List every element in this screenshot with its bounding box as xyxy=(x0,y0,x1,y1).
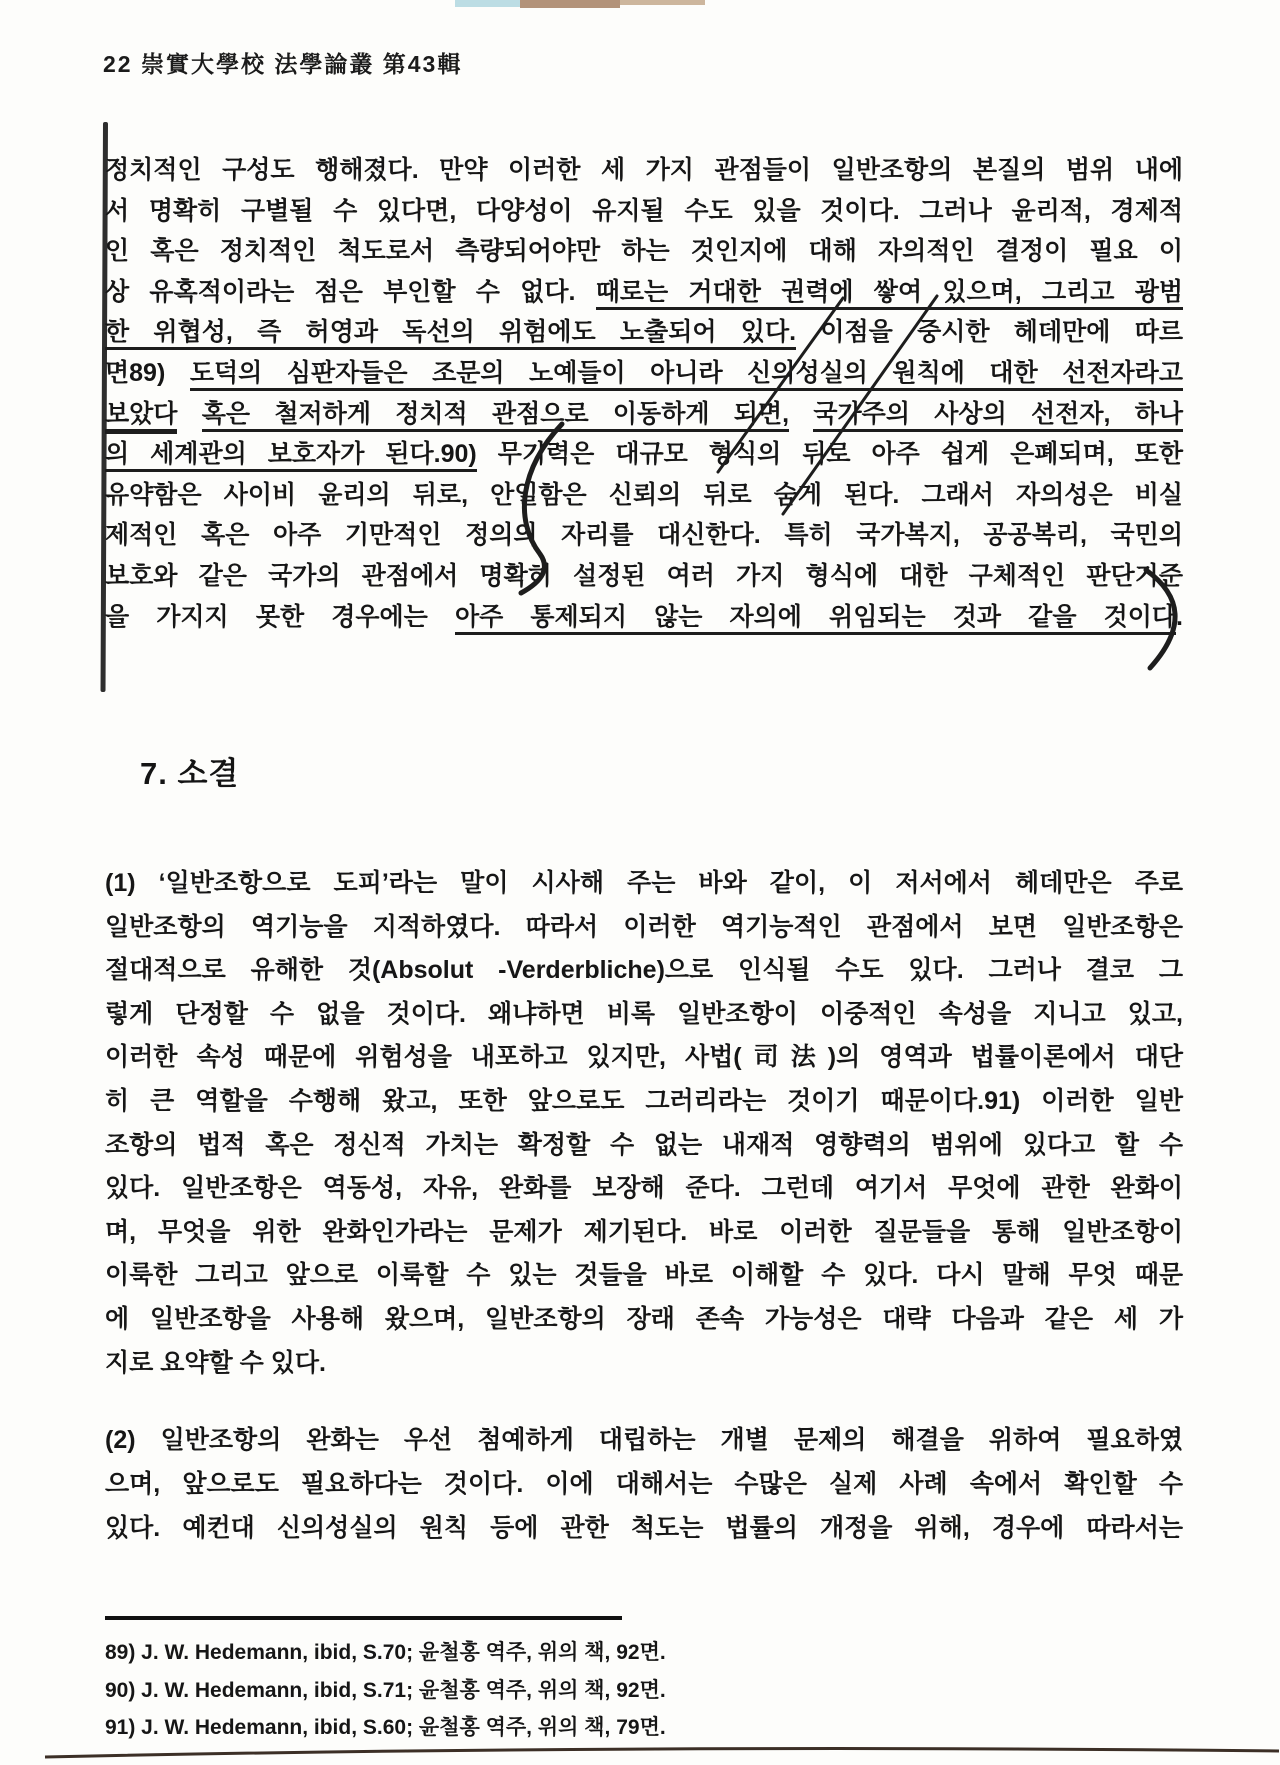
text-line xyxy=(105,394,1183,435)
text-segment: 이점을 중시한 헤데만에 따르 xyxy=(796,318,1183,347)
text-line xyxy=(105,597,1183,638)
text-segment: 절대적으로 유해한 것(Absolut -Verderbliche)으로 인식될 수도 있다. 그러나 결코 그 xyxy=(105,956,1183,985)
text-segment: (1) ‘일반조항으로 도피’라는 말이 시사해 주는 바와 같이, 이 저서에서 헤데만은 주로 xyxy=(105,869,1183,897)
scan-edge-artifact-tan xyxy=(520,0,620,8)
text-line xyxy=(105,556,1183,597)
paragraph-2 xyxy=(105,1418,1183,1550)
footnote-line xyxy=(105,1634,1005,1672)
text-line xyxy=(105,231,1183,272)
text-line xyxy=(105,862,1183,906)
text-segment xyxy=(177,400,201,428)
text-segment: 보호와 같은 국가의 관점에서 명확히 설정된 여러 가지 형식에 대한 구체적인 판단기준 xyxy=(105,561,1183,590)
footnote-line xyxy=(105,1672,1005,1710)
text-segment: 지로 요약할 수 있다. xyxy=(105,1348,326,1377)
text-line xyxy=(105,434,1183,475)
text-segment: 이룩한 그리고 앞으로 이룩할 수 있는 것들을 바로 이해할 수 있다. 다시 말해 무엇 때문 xyxy=(105,1261,1183,1290)
text-line xyxy=(105,949,1183,993)
page-bottom-edge xyxy=(45,1749,1279,1757)
text-line xyxy=(105,1124,1183,1168)
text-segment: . xyxy=(1176,602,1183,631)
footnote-line xyxy=(105,1709,1005,1747)
text-line xyxy=(105,272,1183,313)
text-segment: 상 유혹적이라는 점은 부인할 수 없다. xyxy=(105,277,596,306)
text-segment: 무기력은 대규모 형식의 뒤로 아주 쉽게 은폐되며, 또한 xyxy=(476,440,1183,469)
text-line xyxy=(105,1036,1183,1080)
text-segment: 면89) xyxy=(105,358,190,387)
text-segment: 을 가지지 못한 경우에는 xyxy=(105,602,455,631)
text-segment: 일반조항의 역기능을 지적하였다. 따라서 이러한 역기능적인 관점에서 보면 일반조항은 xyxy=(105,912,1183,941)
text-segment: 제적인 혹은 아주 기만적인 정의의 자리를 대신한다. 특히 국가복지, 공공복리, 국민의 xyxy=(105,521,1183,550)
scan-edge-artifact-tan-light xyxy=(620,0,705,5)
text-segment: 유약함은 사이비 윤리의 뒤로, 안일함은 신뢰의 뒤로 숨게 된다. 그래서 자의성은 비실 xyxy=(105,480,1183,509)
underlined-text: 도덕의 심판자들은 조문의 노예들이 아니라 신의성실의 원칙에 대한 선전자라고 xyxy=(190,359,1183,391)
text-segment: 91) J. W. Hedemann, ibid, S.60; 윤철홍 역주, 위의 책, 79면. xyxy=(105,1716,666,1739)
text-segment: 이러한 속성 때문에 위험성을 내포하고 있지만, 사법(司法)의 영역과 법률이론에서 대단 xyxy=(105,1043,1183,1072)
text-line xyxy=(105,353,1183,394)
text-line xyxy=(105,515,1183,556)
text-line xyxy=(105,993,1183,1037)
underlined-text: 국가주의 사상의 선전자, 하나 xyxy=(813,400,1183,432)
page-header: 22 崇實大學校 法學論叢 第43輯 xyxy=(103,51,463,77)
text-line xyxy=(105,1080,1183,1124)
underlined-text: 보았다 xyxy=(105,400,177,434)
text-segment: 에 일반조항을 사용해 왔으며, 일반조항의 장래 존속 가능성은 대략 다음과 같은 세 가 xyxy=(105,1304,1183,1333)
text-line xyxy=(105,1506,1183,1550)
text-segment: 90) J. W. Hedemann, ibid, S.71; 윤철홍 역주, 위의 책, 92면. xyxy=(105,1678,666,1702)
underlined-text: 혹은 철저하게 정치적 관점으로 이동하게 되면, xyxy=(202,400,789,432)
text-segment: 으며, 앞으로도 필요하다는 것이다. 이에 대해서는 수많은 실제 사례 속에서 확인할 수 xyxy=(105,1470,1183,1498)
text-line xyxy=(105,475,1183,516)
text-line xyxy=(105,1167,1183,1211)
text-segment: 있다. 예컨대 신의성실의 원칙 등에 관한 척도는 법률의 개정을 위해, 경우에 따라서는 xyxy=(105,1514,1183,1542)
text-segment: 89) J. W. Hedemann, ibid, S.70; 윤철홍 역주, 위의 책, 92면. xyxy=(105,1641,666,1664)
footnote-separator-rule xyxy=(105,1616,622,1620)
text-line xyxy=(105,312,1183,353)
underlined-text: 한 위협성, 즉 허영과 독선의 위험에도 노출되어 있다. xyxy=(105,318,796,350)
text-line xyxy=(105,1298,1183,1342)
section-heading: 7. 소결 xyxy=(140,756,240,791)
text-segment: 있다. 일반조항은 역동성, 자유, 완화를 보장해 준다. 그런데 여기서 무엇에 관한 완화이 xyxy=(105,1174,1183,1203)
text-segment: (2) 일반조항의 완화는 우선 첨예하게 대립하는 개별 문제의 해결을 위하여 필요하였 xyxy=(105,1426,1183,1454)
text-segment: 정치적인 구성도 행해졌다. 만약 이러한 세 가지 관점들이 일반조항의 본질의 범위 내에 xyxy=(105,156,1183,184)
underlined-text: 아주 통제되지 않는 자의에 위임되는 것과 같을 것이다 xyxy=(455,603,1176,635)
text-line xyxy=(105,191,1183,232)
text-line xyxy=(105,1418,1183,1462)
text-segment: 조항의 법적 혹은 정신적 가치는 확정할 수 없는 내재적 영향력의 범위에 있다고 할 수 xyxy=(105,1130,1183,1159)
text-line xyxy=(105,1462,1183,1506)
footnotes xyxy=(105,1634,1005,1747)
text-line xyxy=(105,1211,1183,1255)
text-line xyxy=(105,1254,1183,1298)
text-segment: 며, 무엇을 위한 완화인가라는 문제가 제기된다. 바로 이러한 질문들을 통해 일반조항이 xyxy=(105,1217,1183,1246)
text-line xyxy=(105,1342,1183,1386)
underlined-text: 때로는 거대한 권력에 쌓여 있으며, 그리고 광범 xyxy=(596,278,1183,310)
paragraph-continued xyxy=(105,150,1183,637)
text-segment: 히 큰 역할을 수행해 왔고, 또한 앞으로도 그러리라는 것이기 때문이다.91) 이러한 일반 xyxy=(105,1086,1183,1115)
text-segment xyxy=(789,400,813,428)
text-line xyxy=(105,906,1183,950)
text-segment: 인 혹은 정치적인 척도로서 측량되어야만 하는 것인지에 대해 자의적인 결정이 필요 이 xyxy=(105,237,1183,266)
scan-edge-artifact-blue xyxy=(455,0,520,7)
text-segment: 서 명확히 구별될 수 있다면, 다양성이 유지될 수도 있을 것이다. 그러나 윤리적, 경제적 xyxy=(105,196,1183,225)
text-segment: 렇게 단정할 수 없을 것이다. 왜냐하면 비록 일반조항이 이중적인 속성을 지니고 있고, xyxy=(105,999,1183,1028)
paragraph-1 xyxy=(105,862,1183,1385)
underlined-text: 의 세계관의 보호자가 된다.90) xyxy=(105,440,477,472)
text-line xyxy=(105,150,1183,191)
